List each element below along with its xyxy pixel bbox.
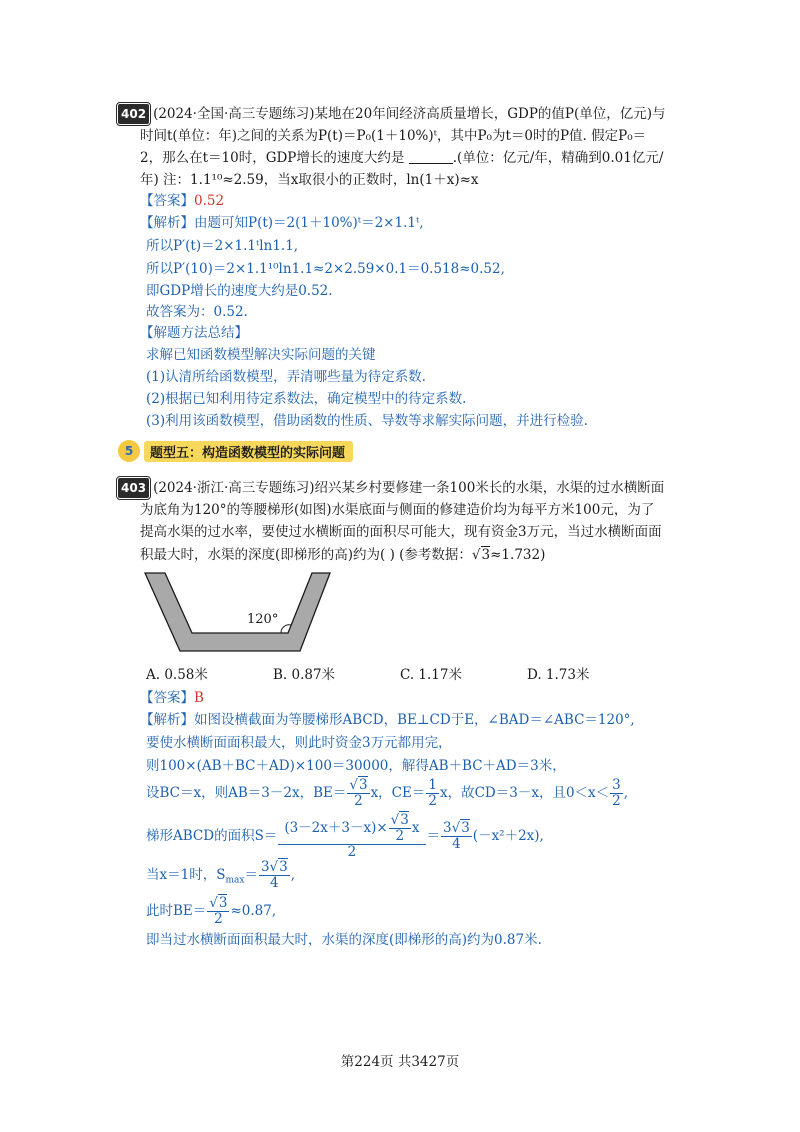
analysis-text: 由题可知P(t)＝2(1＋10%)ᵗ＝2×1.1ᵗ,: [194, 215, 424, 231]
choice-a[interactable]: A. 0.58米: [146, 667, 208, 683]
q402-analysis-4: 即GDP增长的速度大约是0.52.: [146, 283, 333, 299]
numerator: 1: [428, 777, 437, 793]
denominator: 2: [214, 911, 223, 927]
q402-method-2: (2)根据已知利用待定系数法，确定模型中的待定系数.: [146, 391, 467, 407]
numerator: 3: [218, 895, 228, 911]
math-text: x，CE＝: [370, 785, 426, 801]
fraction: $\frac{3√3}{4}$: [260, 859, 288, 891]
question-number-402: 402: [118, 104, 149, 124]
sqrt-value: 3: [481, 547, 491, 563]
numerator: 3: [461, 820, 470, 836]
math-text: 此时BE＝: [146, 903, 207, 919]
analysis-tag: 【解析】: [140, 712, 194, 728]
choice-c[interactable]: C. 1.17米: [400, 667, 462, 683]
q402-method-tag: 【解题方法总结】: [140, 325, 248, 341]
denominator: 4: [270, 875, 279, 891]
math-text: ,: [623, 785, 629, 801]
numerator-part: (3－2x＋3－x)×: [284, 820, 388, 836]
section-number: 5: [124, 444, 134, 458]
q402-text-3a: 2，那么在t＝10时，GDP增长的速度大约是: [140, 150, 405, 166]
fraction: [426, 778, 439, 809]
page-footer: 第224页 共3427页: [340, 1054, 460, 1070]
answer-value: B: [194, 690, 204, 706]
answer-value: 0.52: [194, 193, 225, 209]
fraction: [610, 778, 623, 809]
q403-analysis-1: [140, 710, 635, 730]
q403-analysis-2: 要使水横断面面积最大，则此时资金3万元都用完，: [146, 735, 452, 751]
fraction: $\frac{√3}{2}$: [209, 895, 228, 927]
q402-analysis-5: 故答案为：0.52.: [146, 304, 248, 320]
q402-text-1: (2024·全国·高三专题练习)某地在20年间经济高质量增长，GDP的值P(单位，亿元)与: [153, 106, 666, 122]
math-text: x，故CD＝3－x，且0＜x＜: [439, 785, 610, 801]
q402-line-4: 年) 注：1.1¹⁰≈2.59，当x取很小的正数时，ln(1＋x)≈x: [140, 172, 479, 188]
fraction: [278, 813, 425, 860]
math-text: ,: [290, 867, 296, 883]
channel-shape: [145, 573, 330, 651]
q403-analysis-5: [146, 812, 544, 860]
fraction: $\frac{√3}{2}$: [390, 812, 409, 844]
analysis-text: 如图设横截面为等腰梯形ABCD，BE⊥CD于E，∠BAD＝∠ABC＝120°,: [194, 712, 635, 728]
q403-analysis-4: [146, 776, 628, 810]
q402-line-1: [118, 104, 666, 124]
q402-analysis-2: 所以P′(t)＝2×1.1ᵗln1.1,: [146, 238, 299, 254]
numerator: 3: [279, 859, 288, 875]
subscript: max: [225, 875, 245, 886]
denominator: 2: [612, 793, 621, 809]
q402-method-3: (3)利用该函数模型，借助函数的性质、导数等求解实际问题，并进行检验.: [146, 413, 588, 429]
q403-analysis-7: [146, 894, 276, 928]
section-badge: [118, 440, 140, 462]
q403-answer: [140, 688, 204, 708]
q403-analysis-3: 则100×(AB＋BC＋AD)×100＝30000，解得AB＋BC＋AD＝3米，: [146, 758, 566, 774]
math-text: ＝: [426, 828, 440, 844]
denominator: 2: [395, 828, 405, 844]
q402-method-1: (1)认清所给函数模型，弄清哪些量为待定系数.: [146, 369, 426, 385]
numerator-part: x: [411, 820, 420, 836]
analysis-tag: 【解析】: [140, 215, 194, 231]
q403-line-2: 为底角为120°的等腰梯形(如图)水渠底面与侧面的修建造价均为每平方米100元，为了: [140, 502, 655, 518]
math-text: 梯形ABCD的面积S＝: [146, 828, 278, 844]
q402-analysis-3: 所以P′(10)＝2×1.1¹⁰ln1.1≈2×2.59×0.1＝0.518≈0.52,: [146, 261, 505, 277]
denominator: 2: [347, 844, 357, 860]
q402-line-2: 时间t(单位：年)之间的关系为P(t)＝P₀(1＋10%)ᵗ，其中P₀为t＝0时的P值. 假定P₀＝: [140, 128, 647, 144]
q403-text-1: (2024·浙江·高三专题练习)绍兴某乡村要修建一条100米长的水渠，水渠的过水横断面: [153, 480, 665, 496]
q402-method-0: 求解已知函数模型解决实际问题的关键: [146, 347, 376, 363]
q403-text-4a: 积最大时，水渠的深度(即梯形的高)约为( ) (参考数据：: [140, 547, 472, 563]
numerator: 3: [400, 812, 409, 828]
numerator: 3: [443, 820, 452, 836]
q403-line-1: [118, 478, 664, 498]
q402-text-3b: .(单位：亿元/年，精确到0.01亿元/: [452, 150, 664, 166]
q402-analysis-1: [140, 213, 424, 233]
math-text: ≈0.87,: [230, 903, 277, 919]
fraction: $\frac{√3}{2}$: [349, 777, 368, 809]
q403-analysis-6: [146, 858, 295, 898]
choice-b[interactable]: B. 0.87米: [273, 667, 336, 683]
denominator: 2: [428, 793, 437, 809]
denominator: 2: [354, 793, 363, 809]
q403-text-4c: ≈1.732): [490, 547, 546, 563]
fraction: $\frac{3√3}{4}$: [443, 820, 470, 852]
q403-line-4: 积最大时，水渠的深度(即梯形的高)约为( ) (参考数据：√3≈1.732): [140, 547, 546, 563]
math-text: 当x＝1时，S: [146, 867, 226, 883]
section-title: 题型五：构造函数模型的实际问题: [144, 441, 353, 462]
numerator: 3: [358, 777, 368, 793]
choice-d[interactable]: D. 1.73米: [527, 667, 590, 683]
math-text: 设BC＝x，则AB＝3－2x，BE＝: [146, 785, 347, 801]
answer-tag: 【答案】: [140, 193, 194, 209]
q403-line-3: 提高水渠的过水率，要使过水横断面的面积尽可能大，现有资金3万元，当过水横断面面: [140, 524, 662, 540]
question-number-403: 403: [118, 478, 149, 498]
q402-answer: [140, 191, 224, 211]
numerator: 3: [612, 777, 621, 793]
math-text: (－x²＋2x),: [472, 828, 544, 844]
channel-figure: [140, 565, 340, 665]
q403-analysis-8: 即当过水横断面面积最大时，水渠的深度(即梯形的高)约为0.87米.: [146, 932, 542, 948]
answer-tag: 【答案】: [140, 690, 194, 706]
answer-blank: [409, 150, 453, 164]
section-header: [118, 440, 353, 462]
denominator: 4: [452, 836, 461, 852]
q402-line-3: [140, 148, 663, 168]
numerator: 3: [260, 859, 270, 875]
math-text: ＝: [244, 867, 258, 883]
angle-label: 120°: [247, 612, 279, 627]
